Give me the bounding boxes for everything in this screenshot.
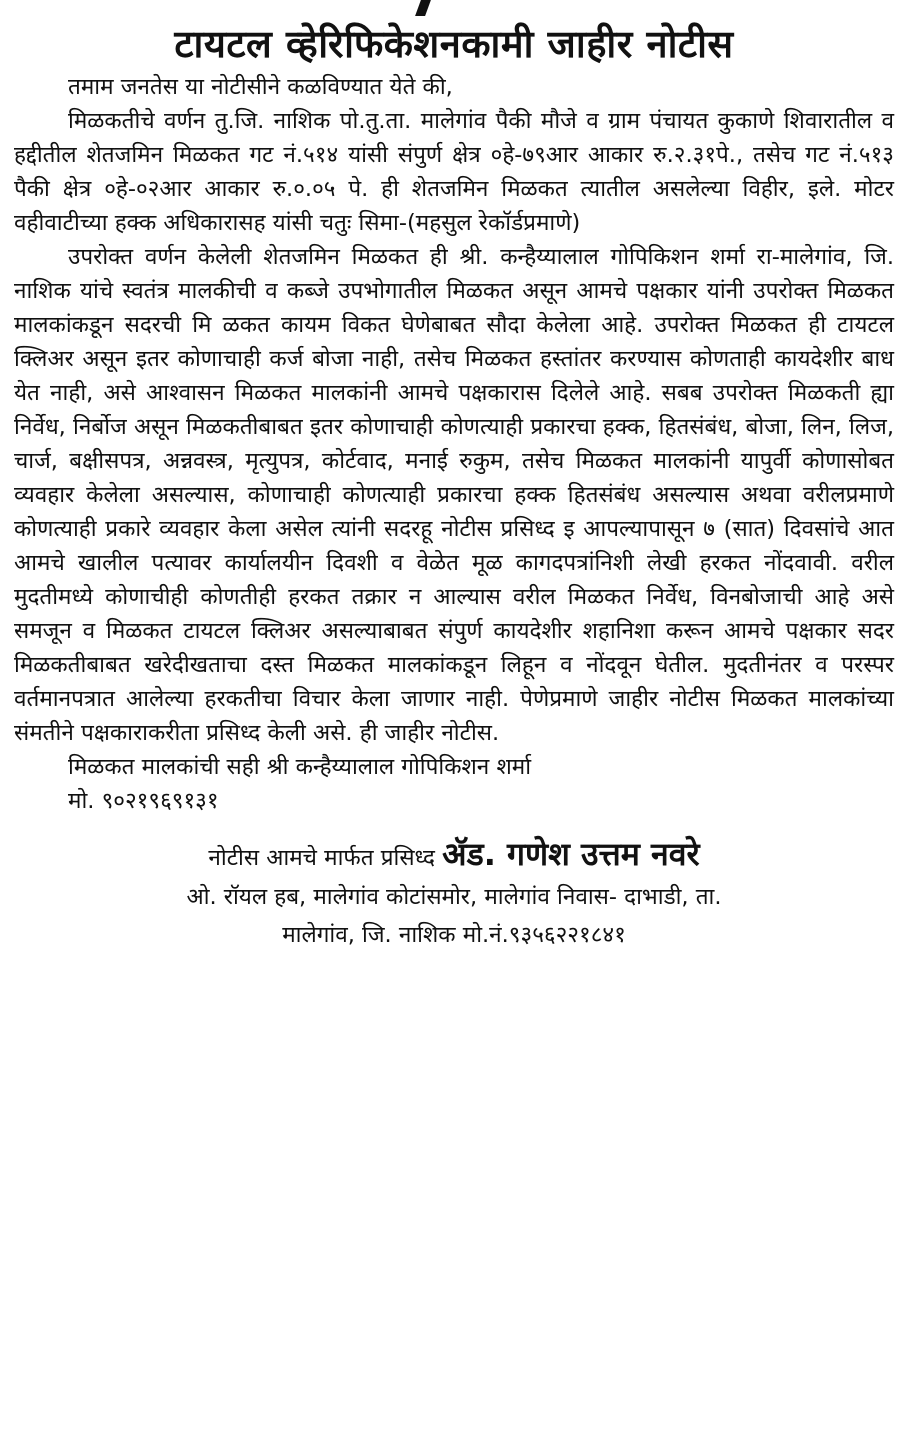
publisher-prefix: नोटीस आमचे मार्फत प्रसिध्द	[208, 845, 435, 871]
office-address-line-1: ओ. रॉयल हब, मालेगांव कोटांसमोर, मालेगांव निवास- दाभाडी, ता.	[186, 884, 722, 910]
publisher-line	[14, 834, 894, 878]
top-edge-mark	[415, 0, 431, 16]
property-description-paragraph: मिळकतीचे वर्णन तु.जि. नाशिक पो.तु.ता. मालेगांव पैकी मौजे व ग्राम पंचायत कुकाणे शिवारातील व हद्दीतील शेतजमिन मिळकत गट नं.५१४ यांसी संपुर्ण क्षेत्र ०हे-७९आर आकार रु.२.३१पे., तसेच गट नं.५१३ पैकी क्षेत्र ०हे-०२आर आकार रु.०.०५ पे. ही शेतजमिन मिळकत त्यातील असलेल्या विहीर, इले. मोटर वहीवाटीच्या हक्क अधिकारासह यांसी चतुः सिमा-(महसुल रेकॉर्डप्रमाणे)	[14, 108, 894, 236]
advocate-name: ॲड. गणेश उत्तम नवरे	[442, 835, 700, 873]
office-address-line-2: मालेगांव, जि. नाशिक मो.नं.९३५६२२१८४१	[282, 922, 626, 948]
owner-signature-line: मिळकत मालकांची सही श्री कन्हैय्यालाल गोपिकिशन शर्मा	[68, 754, 532, 780]
public-notice	[14, 18, 894, 954]
notice-title: टायटल व्हेरिफिकेशनकामी जाहीर नोटीस	[174, 22, 734, 66]
notice-terms-paragraph: उपरोक्त वर्णन केलेली शेतजमिन मिळकत ही श्री. कन्हैय्यालाल गोपिकिशन शर्मा रा-मालेगांव, जि. नाशिक यांचे स्वतंत्र मालकीची व कब्जे उपभोगातील मिळकत असून आमचे पक्षकार यांनी उपरोक्त मिळकत मालकांकडून सदरची मि ळकत कायम विकत घेणेबाबत सौदा केलेला आहे. उपरोक्त मिळकत ही टायटल क्लिअर असून इतर कोणाचाही कर्ज बोजा नाही, तसेच मिळकत हस्तांतर करण्यास कोणताही कायदेशीर बाध येत नाही, असे आश्वासन मिळकत मालकांनी आमचे पक्षकारास दिलेले आहे. सबब उपरोक्त मिळकती ह्या निर्वेध, निर्बोज असून मिळकतीबाबत इतर कोणाचाही कोणत्याही प्रकारचा हक्क, हितसंबंध, बोजा, लिन, लिज, चार्ज, बक्षीसपत्र, अन्नवस्त्र, मृत्युपत्र, कोर्टवाद, मनाई रुकुम, तसेच मिळकत मालकांनी यापुर्वी कोणासोबत व्यवहार केलेला असल्यास, कोणाचाही कोणत्याही प्रकारचा हक्क हितसंबंध असल्यास अथवा वरीलप्रमाणे कोणत्याही प्रकारे व्यवहार केला असेल त्यांनी सदरहू नोटीस प्रसिध्द इ आपल्यापासून ७ (सात) दिवसांचे आत आमचे खालील पत्यावर कार्यालयीन दिवशी व वेळेत मूळ कागदपत्रांनिशी लेखी हरकत नोंदवावी. वरील मुदतीमध्ये कोणाचीही कोणतीही हरकत तक्रार न आल्यास वरील मिळकत निर्वेध, विनबोजाची आहे असे समजून व मिळकत टायटल क्लिअर असल्याबाबत संपुर्ण कायदेशीर शहानिशा करून आमचे पक्षकार सदर मिळकतीबाबत खरेदीखताचा दस्त मिळकत मालकांकडून लिहून व नोंदवून घेतील. मुदतीनंतर व परस्पर वर्तमानपत्रात आलेल्या हरकतीचा विचार केला जाणार नाही. पेणेप्रमाणे जाहीर नोटीस मिळकत मालकांच्या संमतीने पक्षकाराकरीता प्रसिध्द केली असे. ही जाहीर नोटीस.	[14, 244, 894, 746]
notice-greeting: तमाम जनतेस या नोटीसीने कळविण्यात येते की,	[68, 74, 453, 100]
notice-footer	[14, 834, 894, 954]
owner-mobile-number: मो. ९०२१९६९१३१	[68, 788, 219, 814]
